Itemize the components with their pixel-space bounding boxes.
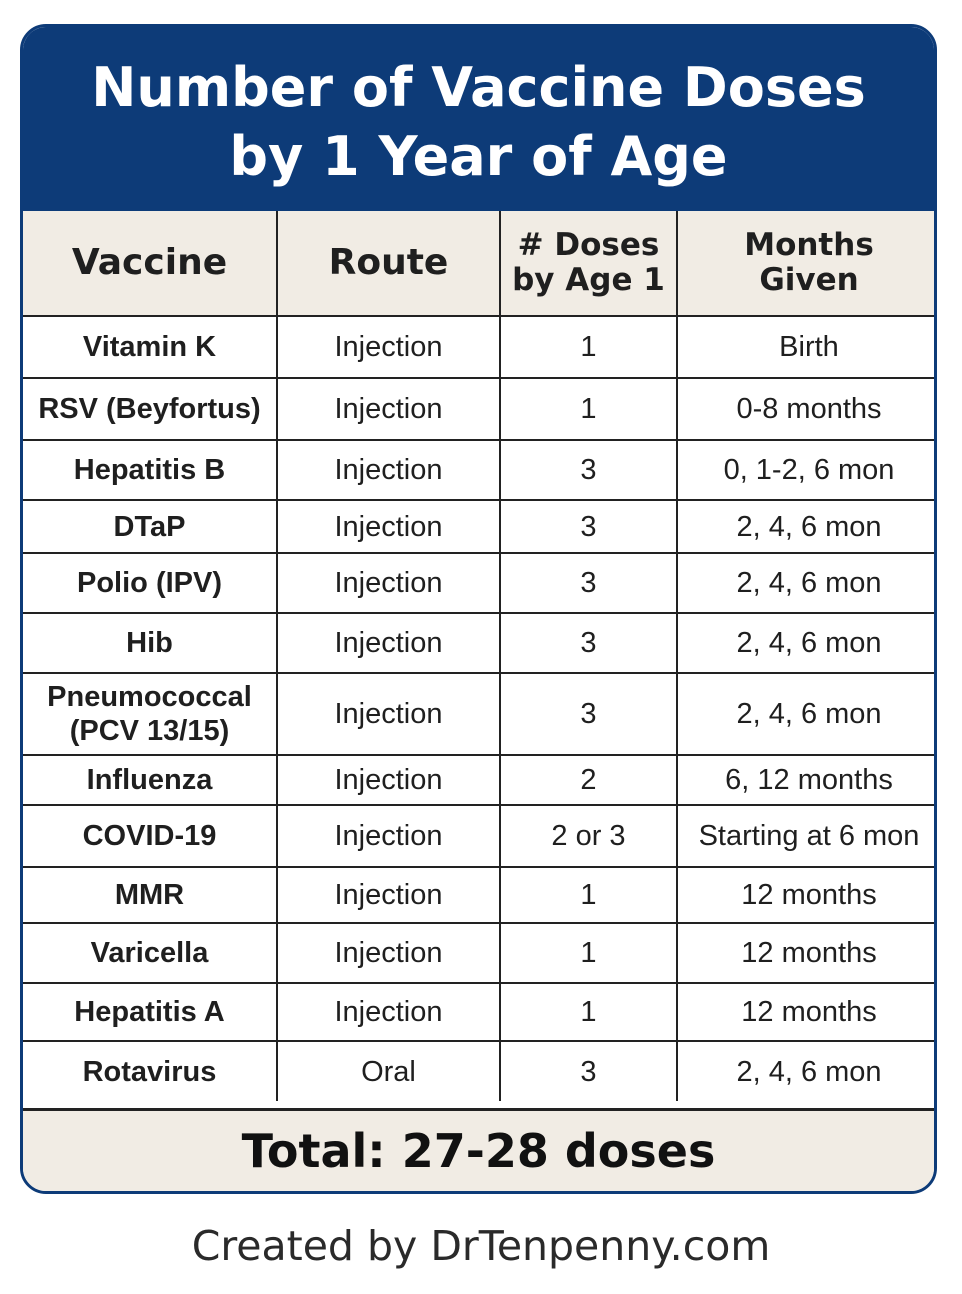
route-cell: Injection bbox=[277, 553, 500, 613]
table-row bbox=[23, 316, 937, 378]
months-cell: 0, 1-2, 6 mon bbox=[677, 440, 937, 500]
months-cell: 2, 4, 6 mon bbox=[677, 500, 937, 553]
route-cell: Oral bbox=[277, 1041, 500, 1101]
table-row bbox=[23, 500, 937, 553]
vaccine-cell: Hepatitis B bbox=[23, 440, 277, 500]
doses-cell: 2 or 3 bbox=[500, 805, 677, 867]
vaccine-cell: DTaP bbox=[23, 500, 277, 553]
title-bar bbox=[23, 27, 934, 211]
table-header-row bbox=[23, 211, 937, 316]
months-cell: 2, 4, 6 mon bbox=[677, 673, 937, 755]
doses-cell: 1 bbox=[500, 983, 677, 1041]
vaccine-cell: Vitamin K bbox=[23, 316, 277, 378]
column-header-route: Route bbox=[277, 211, 500, 316]
vaccine-cell: Varicella bbox=[23, 923, 277, 983]
route-cell: Injection bbox=[277, 316, 500, 378]
months-cell: Birth bbox=[677, 316, 937, 378]
vaccine-cell: Pneumococcal (PCV 13/15) bbox=[23, 673, 277, 755]
doses-cell: 3 bbox=[500, 613, 677, 673]
doses-cell: 2 bbox=[500, 755, 677, 805]
total-doses-label: Total: 27-28 doses bbox=[241, 1124, 716, 1178]
vaccine-cell: RSV (Beyfortus) bbox=[23, 378, 277, 440]
table-row bbox=[23, 440, 937, 500]
route-cell: Injection bbox=[277, 805, 500, 867]
vaccine-cell: MMR bbox=[23, 867, 277, 923]
vaccine-cell: Hib bbox=[23, 613, 277, 673]
doses-cell: 3 bbox=[500, 440, 677, 500]
doses-cell: 1 bbox=[500, 316, 677, 378]
doses-cell: 3 bbox=[500, 553, 677, 613]
doses-cell: 1 bbox=[500, 867, 677, 923]
table-body bbox=[23, 316, 937, 1101]
months-cell: 12 months bbox=[677, 923, 937, 983]
months-cell: 12 months bbox=[677, 983, 937, 1041]
table-row bbox=[23, 553, 937, 613]
vaccine-cell: Hepatitis A bbox=[23, 983, 277, 1041]
doses-cell: 3 bbox=[500, 500, 677, 553]
table-row bbox=[23, 378, 937, 440]
vaccine-cell: Influenza bbox=[23, 755, 277, 805]
doses-cell: 1 bbox=[500, 923, 677, 983]
route-cell: Injection bbox=[277, 613, 500, 673]
credit-text: Created by DrTenpenny.com bbox=[191, 1222, 771, 1270]
table-row bbox=[23, 923, 937, 983]
column-header-months: Months Given bbox=[677, 211, 937, 316]
months-cell: 0-8 months bbox=[677, 378, 937, 440]
route-cell: Injection bbox=[277, 983, 500, 1041]
table-row bbox=[23, 673, 937, 755]
vaccine-table bbox=[23, 211, 937, 1101]
vaccine-table-card bbox=[20, 24, 937, 1194]
table-row bbox=[23, 755, 937, 805]
column-header-doses: # Doses by Age 1 bbox=[500, 211, 677, 316]
route-cell: Injection bbox=[277, 673, 500, 755]
table-row bbox=[23, 867, 937, 923]
table-header bbox=[23, 211, 937, 316]
total-bar bbox=[23, 1108, 934, 1191]
column-header-vaccine: Vaccine bbox=[23, 211, 277, 316]
months-cell: 6, 12 months bbox=[677, 755, 937, 805]
route-cell: Injection bbox=[277, 500, 500, 553]
route-cell: Injection bbox=[277, 755, 500, 805]
vaccine-cell: Polio (IPV) bbox=[23, 553, 277, 613]
months-cell: 2, 4, 6 mon bbox=[677, 553, 937, 613]
table-row bbox=[23, 983, 937, 1041]
months-cell: 12 months bbox=[677, 867, 937, 923]
vaccine-cell: COVID-19 bbox=[23, 805, 277, 867]
route-cell: Injection bbox=[277, 923, 500, 983]
route-cell: Injection bbox=[277, 440, 500, 500]
vaccine-cell: Rotavirus bbox=[23, 1041, 277, 1101]
table-row bbox=[23, 1041, 937, 1101]
route-cell: Injection bbox=[277, 378, 500, 440]
months-cell: 2, 4, 6 mon bbox=[677, 1041, 937, 1101]
doses-cell: 1 bbox=[500, 378, 677, 440]
page-title: Number of Vaccine Doses by 1 Year of Age bbox=[91, 56, 866, 188]
months-cell: 2, 4, 6 mon bbox=[677, 613, 937, 673]
doses-cell: 3 bbox=[500, 1041, 677, 1101]
doses-cell: 3 bbox=[500, 673, 677, 755]
table-row bbox=[23, 613, 937, 673]
route-cell: Injection bbox=[277, 867, 500, 923]
table-row bbox=[23, 805, 937, 867]
months-cell: Starting at 6 mon bbox=[677, 805, 937, 867]
